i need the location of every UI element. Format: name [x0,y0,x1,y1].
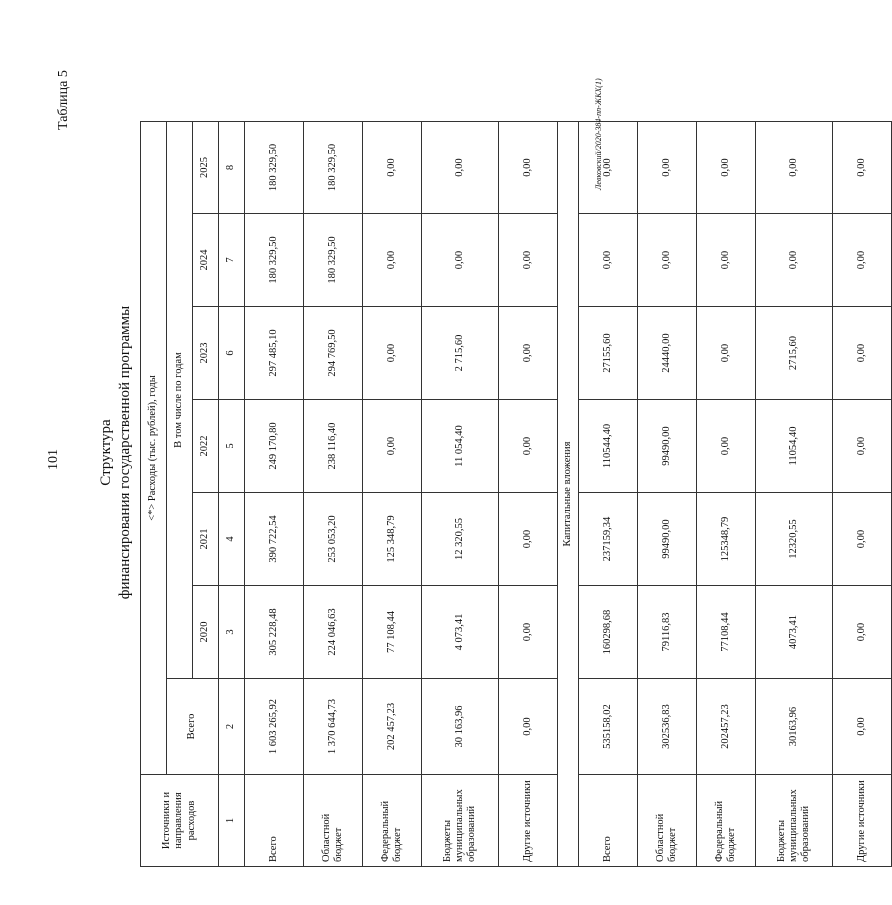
row-value: 180 329,50 [304,122,363,214]
table-row [833,122,892,867]
table-row [756,122,833,867]
column-number: 4 [219,493,245,586]
row-source-label: Всего [579,775,638,867]
row-value: 4073,41 [756,586,833,679]
row-value: 0,00 [499,214,558,307]
row-value: 202 457,23 [363,679,422,775]
row-value: 0,00 [697,214,756,307]
row-value: 180 329,50 [245,214,304,307]
row-value: 297 485,10 [245,307,304,400]
row-value: 125 348,79 [363,493,422,586]
row-value: 77 108,44 [363,586,422,679]
row-value: 0,00 [499,400,558,493]
row-value: 0,00 [833,307,892,400]
row-value: 0,00 [499,679,558,775]
row-source-label: Областной бюджет [638,775,697,867]
row-value: 302536,83 [638,679,697,775]
row-value: 0,00 [833,493,892,586]
row-value: 238 116,40 [304,400,363,493]
row-value: 0,00 [697,307,756,400]
row-value: 2715,60 [756,307,833,400]
column-number: 5 [219,400,245,493]
row-value: 4 073,41 [422,586,499,679]
column-number: 6 [219,307,245,400]
row-value: 0,00 [833,679,892,775]
column-number: 3 [219,586,245,679]
row-value: 180 329,50 [245,122,304,214]
table-row [422,122,499,867]
header-year: 2024 [193,214,219,307]
row-value: 180 329,50 [304,214,363,307]
page-number: 101 [46,449,61,470]
table-row [245,122,304,867]
row-source-label: Бюджеты муниципальных образований [756,775,833,867]
row-value: 249 170,80 [245,400,304,493]
row-value: 0,00 [363,307,422,400]
header-sources: Источники и направления расходов [141,775,219,867]
row-value: 30163,96 [756,679,833,775]
table-block-capital [579,122,892,867]
header-year: 2023 [193,307,219,400]
row-value: 224 046,63 [304,586,363,679]
row-value: 125348,79 [697,493,756,586]
row-value: 110544,40 [579,400,638,493]
financing-table [140,121,892,867]
row-value: 0,00 [499,493,558,586]
row-source-label: Областной бюджет [304,775,363,867]
file-reference: Левковский/2020-384-пп-ЖКХ(1) [594,78,603,190]
column-number: 7 [219,214,245,307]
row-value: 0,00 [756,214,833,307]
row-value: 99490,00 [638,493,697,586]
row-source-label: Федеральный бюджет [363,775,422,867]
row-value: 0,00 [756,122,833,214]
column-number: 8 [219,122,245,214]
row-source-label: Другие источники [833,775,892,867]
row-source-label: Другие источники [499,775,558,867]
row-value: 0,00 [422,122,499,214]
row-value: 0,00 [579,214,638,307]
table-row [697,122,756,867]
row-value: 2 715,60 [422,307,499,400]
row-value: 99490,00 [638,400,697,493]
row-value: 0,00 [363,400,422,493]
table-block-total [245,122,558,867]
row-value: 160298,68 [579,586,638,679]
document-subtitle: финансирования государственной программы [117,305,133,600]
row-value: 79116,83 [638,586,697,679]
header-expenses: <*> Расходы (тыс. рублей), годы [141,122,167,775]
row-value: 0,00 [499,122,558,214]
row-value: 0,00 [833,122,892,214]
document-title: Структура [98,419,114,486]
table-row [363,122,422,867]
row-value: 253 053,20 [304,493,363,586]
header-total: Всего [167,679,219,775]
row-value: 390 722,54 [245,493,304,586]
row-value: 0,00 [697,122,756,214]
table-row [579,122,638,867]
row-value: 535158,02 [579,679,638,775]
row-source-label: Бюджеты муниципальных образований [422,775,499,867]
row-value: 0,00 [579,122,638,214]
row-value: 294 769,50 [304,307,363,400]
row-value: 0,00 [638,122,697,214]
row-value: 11054,40 [756,400,833,493]
table-row [304,122,363,867]
row-value: 0,00 [363,122,422,214]
row-value: 305 228,48 [245,586,304,679]
row-value: 0,00 [499,307,558,400]
row-value: 30 163,96 [422,679,499,775]
header-year: 2025 [193,122,219,214]
row-value: 0,00 [499,586,558,679]
row-value: 0,00 [638,214,697,307]
row-value: 1 603 265,92 [245,679,304,775]
row-value: 77108,44 [697,586,756,679]
column-number: 2 [219,679,245,775]
row-value: 202457,23 [697,679,756,775]
header-year: 2020 [193,586,219,679]
row-value: 237159,34 [579,493,638,586]
header-year: 2021 [193,493,219,586]
row-value: 0,00 [833,586,892,679]
column-number: 1 [219,775,245,867]
table-row [638,122,697,867]
table-row [499,122,558,867]
row-value: 12 320,55 [422,493,499,586]
row-value: 12320,55 [756,493,833,586]
row-source-label: Всего [245,775,304,867]
row-value: 0,00 [363,214,422,307]
row-value: 0,00 [422,214,499,307]
row-source-label: Федеральный бюджет [697,775,756,867]
section-capital-investments: Капитальные вложения [558,122,579,867]
row-value: 1 370 644,73 [304,679,363,775]
header-year: 2022 [193,400,219,493]
row-value: 24440,00 [638,307,697,400]
row-value: 11 054,40 [422,400,499,493]
row-value: 0,00 [833,214,892,307]
row-value: 0,00 [697,400,756,493]
header-by-years: В том числе по годам [167,122,193,679]
row-value: 0,00 [833,400,892,493]
row-value: 27155,60 [579,307,638,400]
table-number: Таблица 5 [56,70,71,130]
